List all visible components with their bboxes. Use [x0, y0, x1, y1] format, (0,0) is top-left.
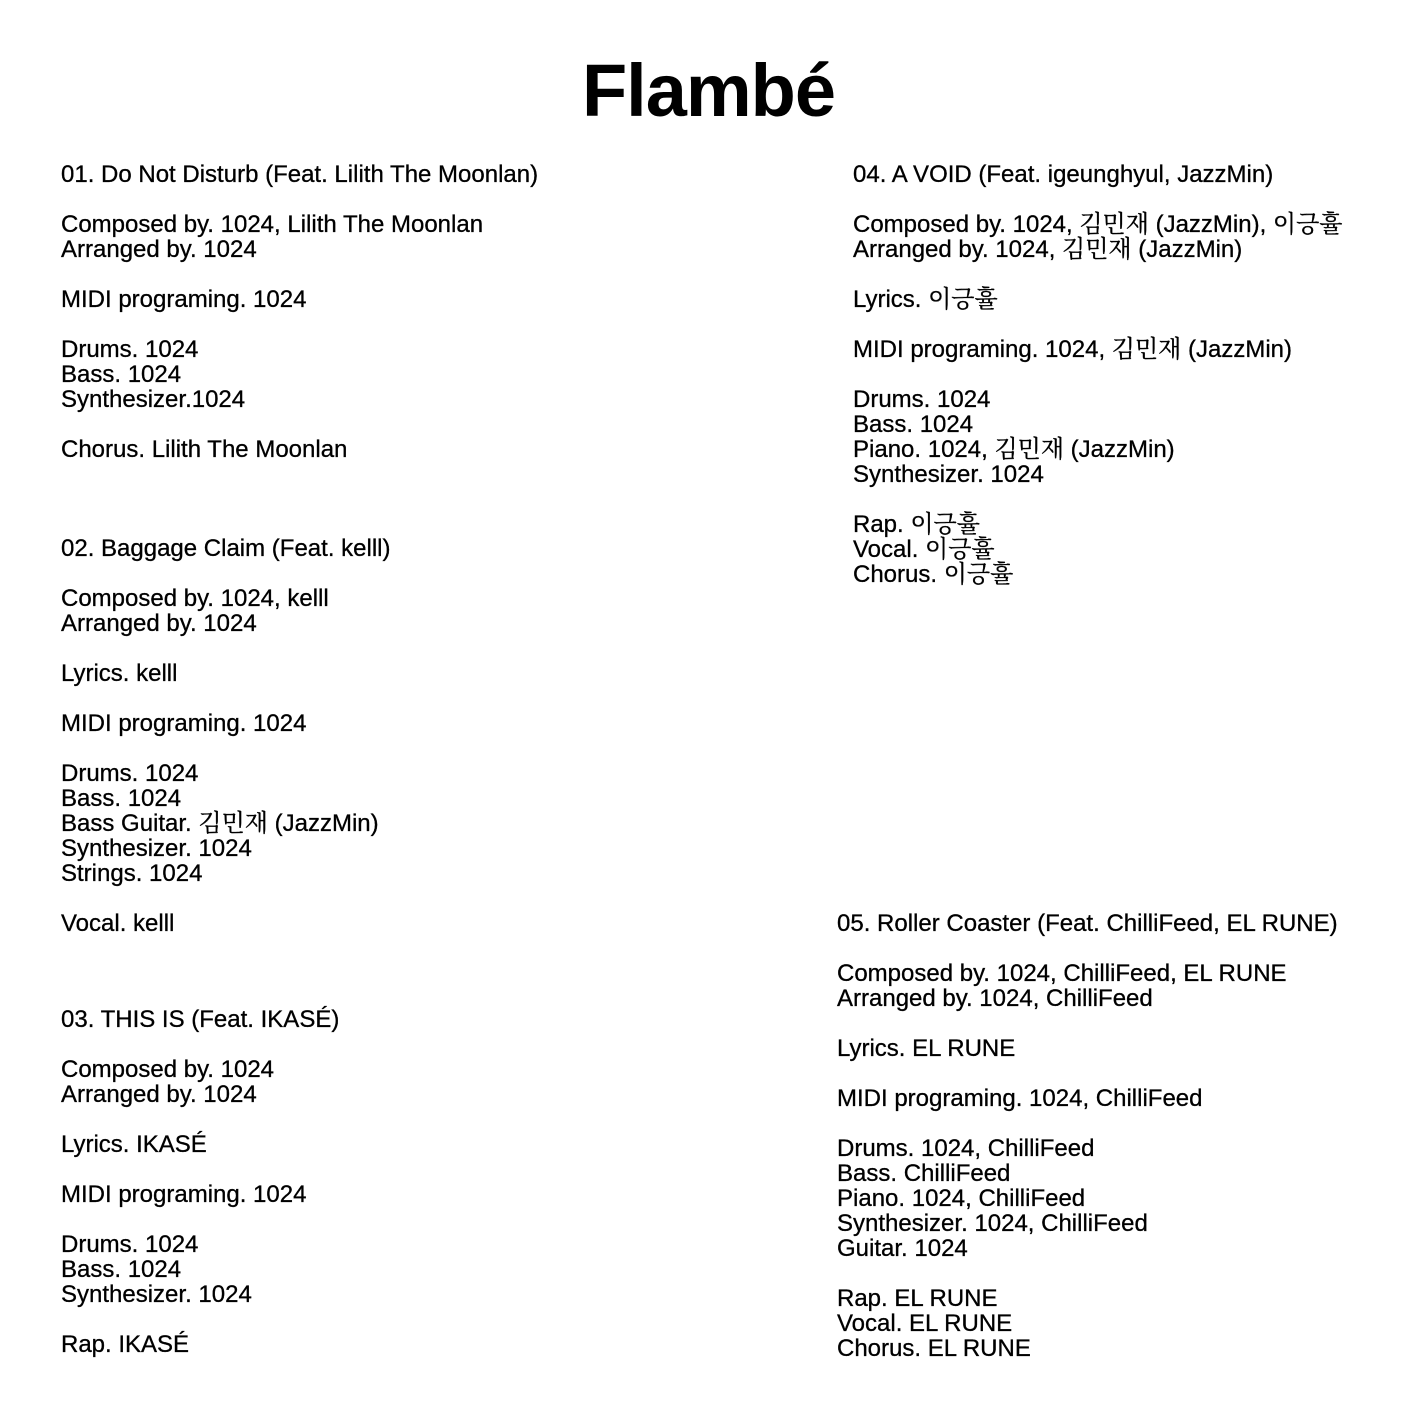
spacer [853, 362, 1342, 387]
credit-line: Bass. 1024 [61, 361, 182, 388]
track-credits-05 [837, 911, 1338, 1361]
track-credits-02 [61, 536, 390, 936]
credit-line: Synthesizer. 1024, ChilliFeed [837, 1210, 1148, 1237]
credit-line: Composed by. 1024, ChilliFeed, EL RUNE [837, 960, 1287, 987]
spacer [853, 262, 1342, 287]
credit-line: Synthesizer. 1024 [853, 461, 1044, 488]
credit-line: Arranged by. 1024, 김민재 (JazzMin) [853, 236, 1243, 263]
spacer [837, 1111, 1338, 1136]
credit-line: Lyrics. kelll [61, 660, 178, 687]
credit-line: Vocal. EL RUNE [837, 1310, 1013, 1337]
spacer [61, 1307, 339, 1332]
credit-line: Composed by. 1024, kelll [61, 585, 329, 612]
spacer [853, 487, 1342, 512]
spacer [61, 1207, 339, 1232]
credit-line: Bass. 1024 [61, 785, 182, 812]
credit-line: Chorus. Lilith The Moonlan [61, 436, 348, 463]
credit-line: Synthesizer.1024 [61, 386, 246, 413]
spacer [61, 561, 390, 586]
credit-line: Synthesizer. 1024 [61, 835, 252, 862]
credit-line: Chorus. EL RUNE [837, 1335, 1031, 1362]
credit-line: Composed by. 1024, 김민재 (JazzMin), 이긍휼 [853, 211, 1343, 238]
credit-line: Bass. ChilliFeed [837, 1160, 1011, 1187]
spacer [61, 1107, 339, 1132]
spacer [853, 187, 1342, 212]
credit-line: Drums. 1024 [61, 336, 199, 363]
spacer [61, 412, 538, 437]
track-credits-04 [853, 162, 1342, 587]
credit-line: MIDI programing. 1024 [61, 710, 307, 737]
credit-line: Bass. 1024 [61, 1256, 182, 1283]
album-title: Flambé [581, 49, 836, 132]
credit-line: Rap. EL RUNE [837, 1285, 998, 1312]
track-heading: 04. A VOID (Feat. igeunghyul, JazzMin) [853, 161, 1274, 188]
spacer [61, 312, 538, 337]
credit-line: Chorus. 이긍휼 [853, 561, 1014, 588]
credit-line: Arranged by. 1024, ChilliFeed [837, 985, 1153, 1012]
track-heading: 01. Do Not Disturb (Feat. Lilith The Moonlan) [61, 161, 539, 188]
credit-line: Strings. 1024 [61, 860, 203, 887]
spacer [61, 736, 390, 761]
spacer [61, 1032, 339, 1057]
spacer [61, 636, 390, 661]
spacer [61, 686, 390, 711]
credit-line: Rap. 이긍휼 [853, 511, 980, 538]
spacer [61, 1157, 339, 1182]
spacer [837, 936, 1338, 961]
credit-line: Arranged by. 1024 [61, 610, 257, 637]
credit-line: Vocal. 이긍휼 [853, 536, 995, 563]
credit-line: MIDI programing. 1024 [61, 286, 307, 313]
spacer [61, 886, 390, 911]
credit-line: Vocal. kelll [61, 910, 175, 937]
credit-line: Composed by. 1024, Lilith The Moonlan [61, 211, 484, 238]
credit-line: Drums. 1024 [61, 1231, 199, 1258]
credit-line: Composed by. 1024 [61, 1056, 275, 1083]
spacer [853, 312, 1342, 337]
credit-line: MIDI programing. 1024 [61, 1181, 307, 1208]
credit-line: Bass Guitar. 김민재 (JazzMin) [61, 810, 379, 837]
track-heading: 02. Baggage Claim (Feat. kelll) [61, 535, 391, 562]
credit-line: MIDI programing. 1024, 김민재 (JazzMin) [853, 336, 1293, 363]
credit-line: Piano. 1024, ChilliFeed [837, 1185, 1086, 1212]
credit-line: Arranged by. 1024 [61, 236, 257, 263]
credit-line: Guitar. 1024 [837, 1235, 968, 1262]
spacer [61, 187, 538, 212]
track-heading: 05. Roller Coaster (Feat. ChilliFeed, EL RUNE) [837, 910, 1338, 937]
credit-line: Lyrics. 이긍휼 [853, 286, 998, 313]
credit-line: Lyrics. IKASÉ [61, 1131, 207, 1158]
credit-line: Arranged by. 1024 [61, 1081, 257, 1108]
track-heading: 03. THIS IS (Feat. IKASÉ) [61, 1006, 340, 1033]
spacer [837, 1261, 1338, 1286]
credit-line: Drums. 1024 [61, 760, 199, 787]
spacer [61, 262, 538, 287]
track-credits-01 [61, 162, 538, 462]
credit-line: Bass. 1024 [853, 411, 974, 438]
credit-line: Synthesizer. 1024 [61, 1281, 252, 1308]
spacer [837, 1061, 1338, 1086]
credit-line: Rap. IKASÉ [61, 1331, 190, 1358]
track-credits-03 [61, 1007, 339, 1357]
credit-line: Lyrics. EL RUNE [837, 1035, 1016, 1062]
credit-line: Piano. 1024, 김민재 (JazzMin) [853, 436, 1175, 463]
credit-line: Drums. 1024, ChilliFeed [837, 1135, 1095, 1162]
spacer [837, 1011, 1338, 1036]
credit-line: Drums. 1024 [853, 386, 991, 413]
credit-line: MIDI programing. 1024, ChilliFeed [837, 1085, 1203, 1112]
